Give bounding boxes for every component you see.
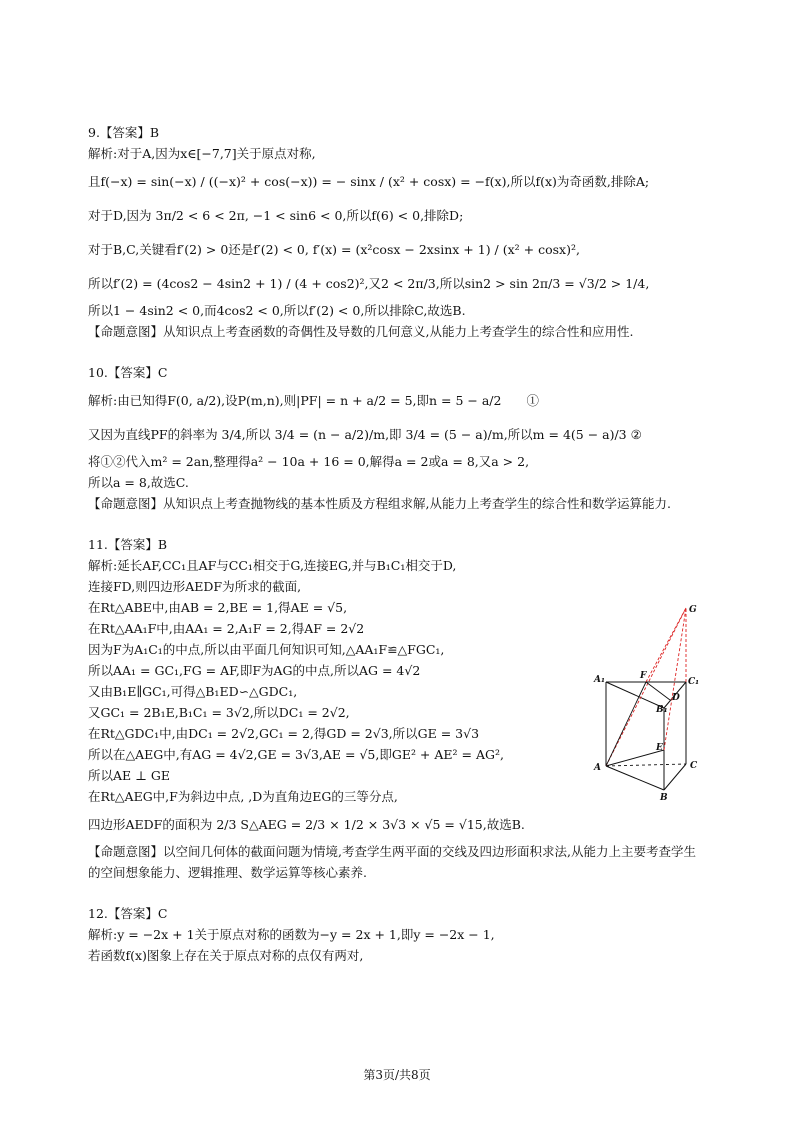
q11-line: 所以在△AEG中,有AG = 4√2,GE = 3√3,AE = √5,即GE² + AE² = AG², <box>88 747 504 762</box>
edge-a-c <box>606 764 686 766</box>
q11-line: 在Rt△AEG中,F为斜边中点, ,D为直角边EG的三等分点, <box>88 789 398 804</box>
q9-line: 所以1 − 4sin2 < 0,而4cos2 < 0,所以f′(2) < 0,所以排除C,故选B. <box>88 303 466 318</box>
q9-intent: 【命题意图】从知识点上考查函数的奇偶性及导数的几何意义,从能力上考查学生的综合性和应用性. <box>88 324 634 339</box>
q11-line: 在Rt△AA₁F中,由AA₁ = 2,A₁F = 2,得AF = 2√2 <box>88 621 365 636</box>
edge-b-c <box>664 764 686 790</box>
q12-line: 解析:y = −2x + 1关于原点对称的函数为−y = 2x + 1,即y = −2x − 1, <box>88 927 495 942</box>
line-f-d <box>646 682 670 700</box>
q11-line: 在Rt△GDC₁中,由DC₁ = 2√2,GC₁ = 2,得GD = 2√3,所以GE = 3√3 <box>88 726 480 741</box>
label-c1: C₁ <box>688 677 700 687</box>
label-e: E <box>656 743 663 753</box>
q9-line: 对于B,C,关键看f′(2) > 0还是f′(2) < 0, f′(x) = (x²cosx − 2xsinx + 1) / (x² + cosx)², <box>88 241 580 257</box>
label-b1: B₁ <box>656 705 668 715</box>
label-b: B <box>660 793 668 800</box>
q10-answer: 10.【答案】C <box>88 365 168 380</box>
q9-answer: 9.【答案】B <box>88 125 160 140</box>
line-a-f <box>606 682 646 766</box>
label-d: D <box>672 693 680 703</box>
q11-line: 解析:延长AF,CC₁且AF与CC₁相交于G,连接EG,并与B₁C₁相交于D, <box>88 558 457 573</box>
q12-line: 若函数f(x)图象上存在关于原点对称的点仅有两对, <box>88 948 364 963</box>
prism-figure <box>584 600 714 800</box>
label-g: G <box>689 605 697 615</box>
line-e-g <box>664 608 686 750</box>
q11-line: 所以AA₁ = GC₁,FG = AF,即F为AG的中点,所以AG = 4√2 <box>88 663 421 678</box>
q10-line: 将①②代入m² = 2an,整理得a² − 10a + 16 = 0,解得a = 2或a = 8,又a > 2, <box>88 454 530 469</box>
q11-line: 在Rt△ABE中,由AB = 2,BE = 1,得AE = √5, <box>88 600 348 615</box>
q10-line: 所以a = 8,故选C. <box>88 475 189 490</box>
label-c: C <box>690 761 698 771</box>
q10-line: 解析:由已知得F(0, a/2),设P(m,n),则|PF| = n + a/2 = 5,即n = 5 − a/2 ① <box>88 392 539 408</box>
q9-line: 且f(−x) = sin(−x) / ((−x)² + cos(−x)) = − sinx / (x² + cosx) = −f(x),所以f(x)为奇函数,排除A; <box>88 173 650 189</box>
q9-line: 对于D,因为 3π/2 < 6 < 2π, −1 < sin6 < 0,所以f(6) < 0,排除D; <box>88 207 464 223</box>
section-q12 <box>88 903 708 966</box>
q12-answer: 12.【答案】C <box>88 906 168 921</box>
q11-line: 四边形AEDF的面积为 2/3 S△AEG = 2/3 × 1/2 × 3√3 × √5 = √15,故选B. <box>88 816 525 832</box>
q11-intent: 【命题意图】以空间几何体的截面问题为情境,考查学生两平面的交线及四边形面积求法,从能力上主要考查学生的空间想象能力、逻辑推理、数学运算等核心素养. <box>88 844 696 880</box>
q11-line: 又由B₁E∥GC₁,可得△B₁ED∽△GDC₁, <box>88 684 298 699</box>
label-a: A <box>594 763 601 773</box>
q9-line: 所以f′(2) = (4cos2 − 4sin2 + 1) / (4 + cos2)²,又2 < 2π/3,所以sin2 > sin 2π/3 = √3/2 > 1/4, <box>88 275 650 291</box>
q9-line: 解析:对于A,因为x∈[−7,7]关于原点对称, <box>88 146 316 161</box>
section-q10 <box>88 362 708 514</box>
page-footer: 第3页/共8页 <box>363 1068 431 1082</box>
section-q9 <box>88 122 708 342</box>
q11-line: 所以AE ⊥ GE <box>88 768 170 783</box>
q10-line: 又因为直线PF的斜率为 3/4,所以 3/4 = (n − a/2)/m,即 3/4 = (5 − a)/m,所以m = 4(5 − a)/3 ② <box>88 426 642 442</box>
q10-intent: 【命题意图】从知识点上考查抛物线的基本性质及方程组求解,从能力上考查学生的综合性和数学运算能力. <box>88 496 671 511</box>
q11-answer: 11.【答案】B <box>88 537 168 552</box>
label-f: F <box>640 671 647 681</box>
solution-content <box>88 122 708 966</box>
q11-line: 因为F为A₁C₁的中点,所以由平面几何知识可知,△AA₁F≌△FGC₁, <box>88 642 445 657</box>
label-a1: A₁ <box>594 675 605 685</box>
edge-a-b <box>606 766 664 790</box>
q11-line: 又GC₁ = 2B₁E,B₁C₁ = 3√2,所以DC₁ = 2√2, <box>88 705 350 720</box>
q11-line: 连接FD,则四边形AEDF为所求的截面, <box>88 579 302 594</box>
